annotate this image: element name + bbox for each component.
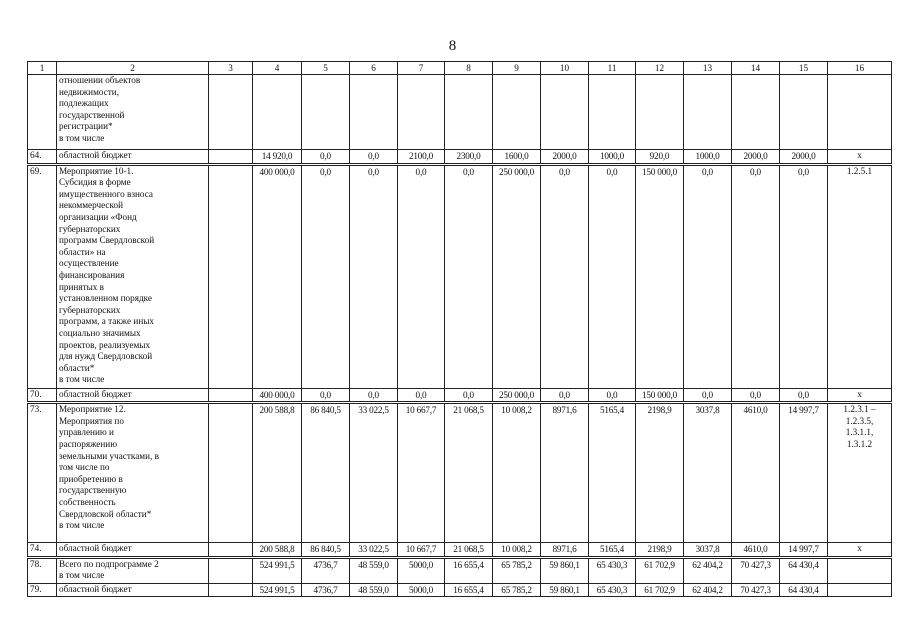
value-cell: 0,0 bbox=[684, 388, 732, 403]
row-number: 73. bbox=[28, 403, 57, 543]
budget-table bbox=[27, 61, 892, 597]
value-cell: 5165,4 bbox=[589, 543, 636, 558]
value-cell: 33 022,5 bbox=[350, 543, 398, 558]
table-row bbox=[28, 164, 892, 388]
value-cell: 0,0 bbox=[541, 164, 589, 388]
value-cell: 2000,0 bbox=[780, 150, 828, 165]
target-code bbox=[828, 543, 892, 558]
value-cell: 2000,0 bbox=[541, 150, 589, 165]
cell-line: области* bbox=[59, 362, 95, 373]
row-number: 74. bbox=[28, 543, 57, 558]
value-cell: 21 068,5 bbox=[445, 403, 493, 543]
value-cell: 0,0 bbox=[445, 388, 493, 403]
row-description bbox=[57, 164, 209, 388]
value-cell: 64 430,4 bbox=[780, 557, 828, 583]
empty-cell bbox=[209, 150, 253, 165]
column-header: 6 bbox=[350, 62, 398, 75]
value-cell bbox=[684, 75, 732, 150]
cell-line: Всего по подпрограмме 2 bbox=[59, 558, 159, 569]
value-cell: 4736,7 bbox=[302, 557, 350, 583]
column-header: 12 bbox=[636, 62, 684, 75]
cell-line: программ Свердловской bbox=[59, 235, 155, 246]
cell-line: Мероприятие 10-1. bbox=[59, 165, 134, 176]
value-cell: 3037,8 bbox=[684, 543, 732, 558]
value-cell: 1000,0 bbox=[684, 150, 732, 165]
value-cell: 150 000,0 bbox=[636, 164, 684, 388]
cell-line: 1.2.3.5, bbox=[845, 415, 874, 426]
value-cell bbox=[493, 75, 541, 150]
cell-line: социально значимых bbox=[59, 327, 141, 338]
table-body bbox=[28, 62, 892, 597]
value-cell: 65 785,2 bbox=[493, 557, 541, 583]
value-cell bbox=[445, 75, 493, 150]
target-code bbox=[828, 583, 892, 597]
value-cell: 61 702,9 bbox=[636, 583, 684, 597]
row-description bbox=[57, 557, 209, 583]
value-cell: 2198,9 bbox=[636, 403, 684, 543]
value-cell: 0,0 bbox=[732, 164, 780, 388]
cell-line: том числе по bbox=[59, 462, 110, 473]
value-cell: 8971,6 bbox=[541, 543, 589, 558]
value-cell: 2198,9 bbox=[636, 543, 684, 558]
column-header: 9 bbox=[493, 62, 541, 75]
target-code bbox=[828, 164, 892, 388]
value-cell: 14 997,7 bbox=[780, 543, 828, 558]
cell-line: регистрации* bbox=[59, 121, 113, 132]
value-cell: 48 559,0 bbox=[350, 583, 398, 597]
value-cell: 8971,6 bbox=[541, 403, 589, 543]
value-cell: 920,0 bbox=[636, 150, 684, 165]
row-number: 78. bbox=[28, 557, 57, 583]
column-header: 5 bbox=[302, 62, 350, 75]
cell-line: государственную bbox=[59, 485, 127, 496]
value-cell: 400 000,0 bbox=[253, 164, 302, 388]
row-number: 79. bbox=[28, 583, 57, 597]
value-cell: 524 991,5 bbox=[253, 583, 302, 597]
value-cell: 0,0 bbox=[350, 150, 398, 165]
cell-line: Субсидия в форме bbox=[59, 177, 131, 188]
cell-line: x bbox=[857, 150, 862, 160]
value-cell: 1000,0 bbox=[589, 150, 636, 165]
value-cell: 48 559,0 bbox=[350, 557, 398, 583]
value-cell: 59 860,1 bbox=[541, 583, 589, 597]
cell-line: Свердловской области* bbox=[59, 508, 152, 519]
empty-cell bbox=[209, 403, 253, 543]
column-header: 13 bbox=[684, 62, 732, 75]
value-cell: 0,0 bbox=[398, 164, 445, 388]
cell-line: приобретению в bbox=[59, 473, 123, 484]
value-cell: 16 655,4 bbox=[445, 583, 493, 597]
table-row bbox=[28, 557, 892, 583]
header-row bbox=[28, 62, 892, 75]
value-cell: 70 427,3 bbox=[732, 557, 780, 583]
value-cell: 400 000,0 bbox=[253, 388, 302, 403]
value-cell: 86 840,5 bbox=[302, 543, 350, 558]
value-cell: 524 991,5 bbox=[253, 557, 302, 583]
value-cell: 4610,0 bbox=[732, 403, 780, 543]
column-header: 4 bbox=[253, 62, 302, 75]
cell-line: областной бюджет bbox=[59, 583, 132, 594]
target-code bbox=[828, 388, 892, 403]
value-cell: 250 000,0 bbox=[493, 164, 541, 388]
value-cell: 70 427,3 bbox=[732, 583, 780, 597]
value-cell: 4736,7 bbox=[302, 583, 350, 597]
cell-line: 1.2.3.1 – bbox=[843, 404, 876, 415]
value-cell: 64 430,4 bbox=[780, 583, 828, 597]
cell-line: губернаторских bbox=[59, 223, 121, 234]
column-header: 14 bbox=[732, 62, 780, 75]
value-cell: 14 997,7 bbox=[780, 403, 828, 543]
cell-line: в том числе bbox=[59, 132, 105, 143]
cell-line: 1.2.5.1 bbox=[846, 165, 873, 176]
row-number: 64. bbox=[28, 150, 57, 165]
empty-cell bbox=[209, 543, 253, 558]
cell-line: подлежащих bbox=[59, 98, 109, 109]
value-cell: 200 588,8 bbox=[253, 543, 302, 558]
value-cell: 5000,0 bbox=[398, 583, 445, 597]
value-cell: 0,0 bbox=[350, 164, 398, 388]
value-cell: 0,0 bbox=[684, 164, 732, 388]
value-cell: 86 840,5 bbox=[302, 403, 350, 543]
value-cell: 61 702,9 bbox=[636, 557, 684, 583]
cell-line: организации «Фонд bbox=[59, 211, 137, 222]
cell-line: государственной bbox=[59, 109, 125, 120]
value-cell: 0,0 bbox=[302, 150, 350, 165]
value-cell: 65 430,3 bbox=[589, 557, 636, 583]
value-cell: 10 008,2 bbox=[493, 543, 541, 558]
empty-cell bbox=[209, 164, 253, 388]
value-cell: 33 022,5 bbox=[350, 403, 398, 543]
cell-line: Мероприятие 12. bbox=[59, 404, 126, 415]
column-header: 7 bbox=[398, 62, 445, 75]
value-cell: 65 430,3 bbox=[589, 583, 636, 597]
cell-line: 1.3.1.2 bbox=[846, 438, 873, 449]
value-cell: 150 000,0 bbox=[636, 388, 684, 403]
value-cell: 5000,0 bbox=[398, 557, 445, 583]
value-cell: 62 404,2 bbox=[684, 583, 732, 597]
value-cell bbox=[589, 75, 636, 150]
value-cell bbox=[732, 75, 780, 150]
value-cell: 10 008,2 bbox=[493, 403, 541, 543]
cell-line: собственность bbox=[59, 496, 116, 507]
target-code bbox=[828, 557, 892, 583]
target-code bbox=[828, 403, 892, 543]
value-cell: 2300,0 bbox=[445, 150, 493, 165]
row-description bbox=[57, 583, 209, 597]
cell-line: в том числе bbox=[59, 570, 105, 581]
empty-cell bbox=[209, 557, 253, 583]
table-row bbox=[28, 583, 892, 597]
column-header: 16 bbox=[828, 62, 892, 75]
cell-line: земельными участками, в bbox=[59, 450, 159, 461]
column-header: 1 bbox=[28, 62, 57, 75]
empty-cell bbox=[209, 583, 253, 597]
value-cell: 250 000,0 bbox=[493, 388, 541, 403]
cell-line: для нужд Свердловской bbox=[59, 351, 153, 362]
value-cell: 14 920,0 bbox=[253, 150, 302, 165]
empty-cell bbox=[209, 388, 253, 403]
value-cell: 16 655,4 bbox=[445, 557, 493, 583]
table-row bbox=[28, 388, 892, 403]
value-cell: 59 860,1 bbox=[541, 557, 589, 583]
cell-line: программ, а также иных bbox=[59, 316, 155, 327]
target-code bbox=[828, 150, 892, 165]
row-description bbox=[57, 403, 209, 543]
table-row bbox=[28, 403, 892, 543]
cell-line: установленном порядке bbox=[59, 293, 152, 304]
value-cell: 21 068,5 bbox=[445, 543, 493, 558]
row-description bbox=[57, 388, 209, 403]
cell-line: x bbox=[857, 388, 862, 399]
value-cell: 65 785,2 bbox=[493, 583, 541, 597]
value-cell: 0,0 bbox=[732, 388, 780, 403]
value-cell: 0,0 bbox=[398, 388, 445, 403]
value-cell bbox=[541, 75, 589, 150]
value-cell: 10 667,7 bbox=[398, 403, 445, 543]
table-row bbox=[28, 150, 892, 165]
value-cell: 200 588,8 bbox=[253, 403, 302, 543]
cell-line: принятых в bbox=[59, 281, 104, 292]
cell-line: проектов, реализуемых bbox=[59, 339, 151, 350]
value-cell: 0,0 bbox=[589, 164, 636, 388]
row-number: 69. bbox=[28, 164, 57, 388]
cell-line: области» на bbox=[59, 246, 106, 257]
cell-line: Мероприятия по bbox=[59, 415, 124, 426]
value-cell: 0,0 bbox=[589, 388, 636, 403]
cell-line: в том числе bbox=[59, 520, 105, 531]
value-cell: 5165,4 bbox=[589, 403, 636, 543]
value-cell bbox=[253, 75, 302, 150]
value-cell bbox=[780, 75, 828, 150]
value-cell: 1600,0 bbox=[493, 150, 541, 165]
cell-line: имущественного взноса bbox=[59, 188, 153, 199]
cell-line: отношении объектов bbox=[59, 75, 141, 85]
row-number bbox=[28, 75, 57, 150]
row-description bbox=[57, 543, 209, 558]
value-cell: 0,0 bbox=[541, 388, 589, 403]
value-cell: 0,0 bbox=[302, 388, 350, 403]
cell-line: губернаторских bbox=[59, 304, 121, 315]
value-cell: 2000,0 bbox=[732, 150, 780, 165]
column-header: 11 bbox=[589, 62, 636, 75]
cell-line: 1.3.1.1, bbox=[845, 427, 874, 438]
table-row bbox=[28, 75, 892, 150]
cell-line: недвижимости, bbox=[59, 86, 120, 97]
cell-line: областной бюджет bbox=[59, 150, 132, 160]
cell-line: областной бюджет bbox=[59, 543, 132, 554]
row-description bbox=[57, 150, 209, 165]
value-cell: 0,0 bbox=[780, 164, 828, 388]
value-cell: 62 404,2 bbox=[684, 557, 732, 583]
cell-line: финансирования bbox=[59, 269, 125, 280]
value-cell: 0,0 bbox=[350, 388, 398, 403]
target-code bbox=[828, 75, 892, 150]
value-cell bbox=[636, 75, 684, 150]
value-cell bbox=[302, 75, 350, 150]
cell-line: управлению и bbox=[59, 427, 114, 438]
cell-line: областной бюджет bbox=[59, 388, 132, 399]
cell-line: в том числе bbox=[59, 374, 105, 385]
column-header: 8 bbox=[445, 62, 493, 75]
value-cell: 0,0 bbox=[780, 388, 828, 403]
cell-line: некоммерческой bbox=[59, 200, 123, 211]
value-cell: 2100,0 bbox=[398, 150, 445, 165]
row-description bbox=[57, 75, 209, 150]
value-cell bbox=[350, 75, 398, 150]
cell-line: распоряжению bbox=[59, 438, 118, 449]
value-cell: 4610,0 bbox=[732, 543, 780, 558]
value-cell: 3037,8 bbox=[684, 403, 732, 543]
value-cell bbox=[398, 75, 445, 150]
page-number: 8 bbox=[448, 38, 457, 54]
column-header: 3 bbox=[209, 62, 253, 75]
cell-line: x bbox=[857, 543, 862, 554]
column-header: 2 bbox=[57, 62, 209, 75]
table-row bbox=[28, 543, 892, 558]
column-header: 10 bbox=[541, 62, 589, 75]
value-cell: 0,0 bbox=[445, 164, 493, 388]
value-cell: 10 667,7 bbox=[398, 543, 445, 558]
column-header: 15 bbox=[780, 62, 828, 75]
value-cell: 0,0 bbox=[302, 164, 350, 388]
cell-line: осуществление bbox=[59, 258, 119, 269]
row-number: 70. bbox=[28, 388, 57, 403]
empty-cell bbox=[209, 75, 253, 150]
